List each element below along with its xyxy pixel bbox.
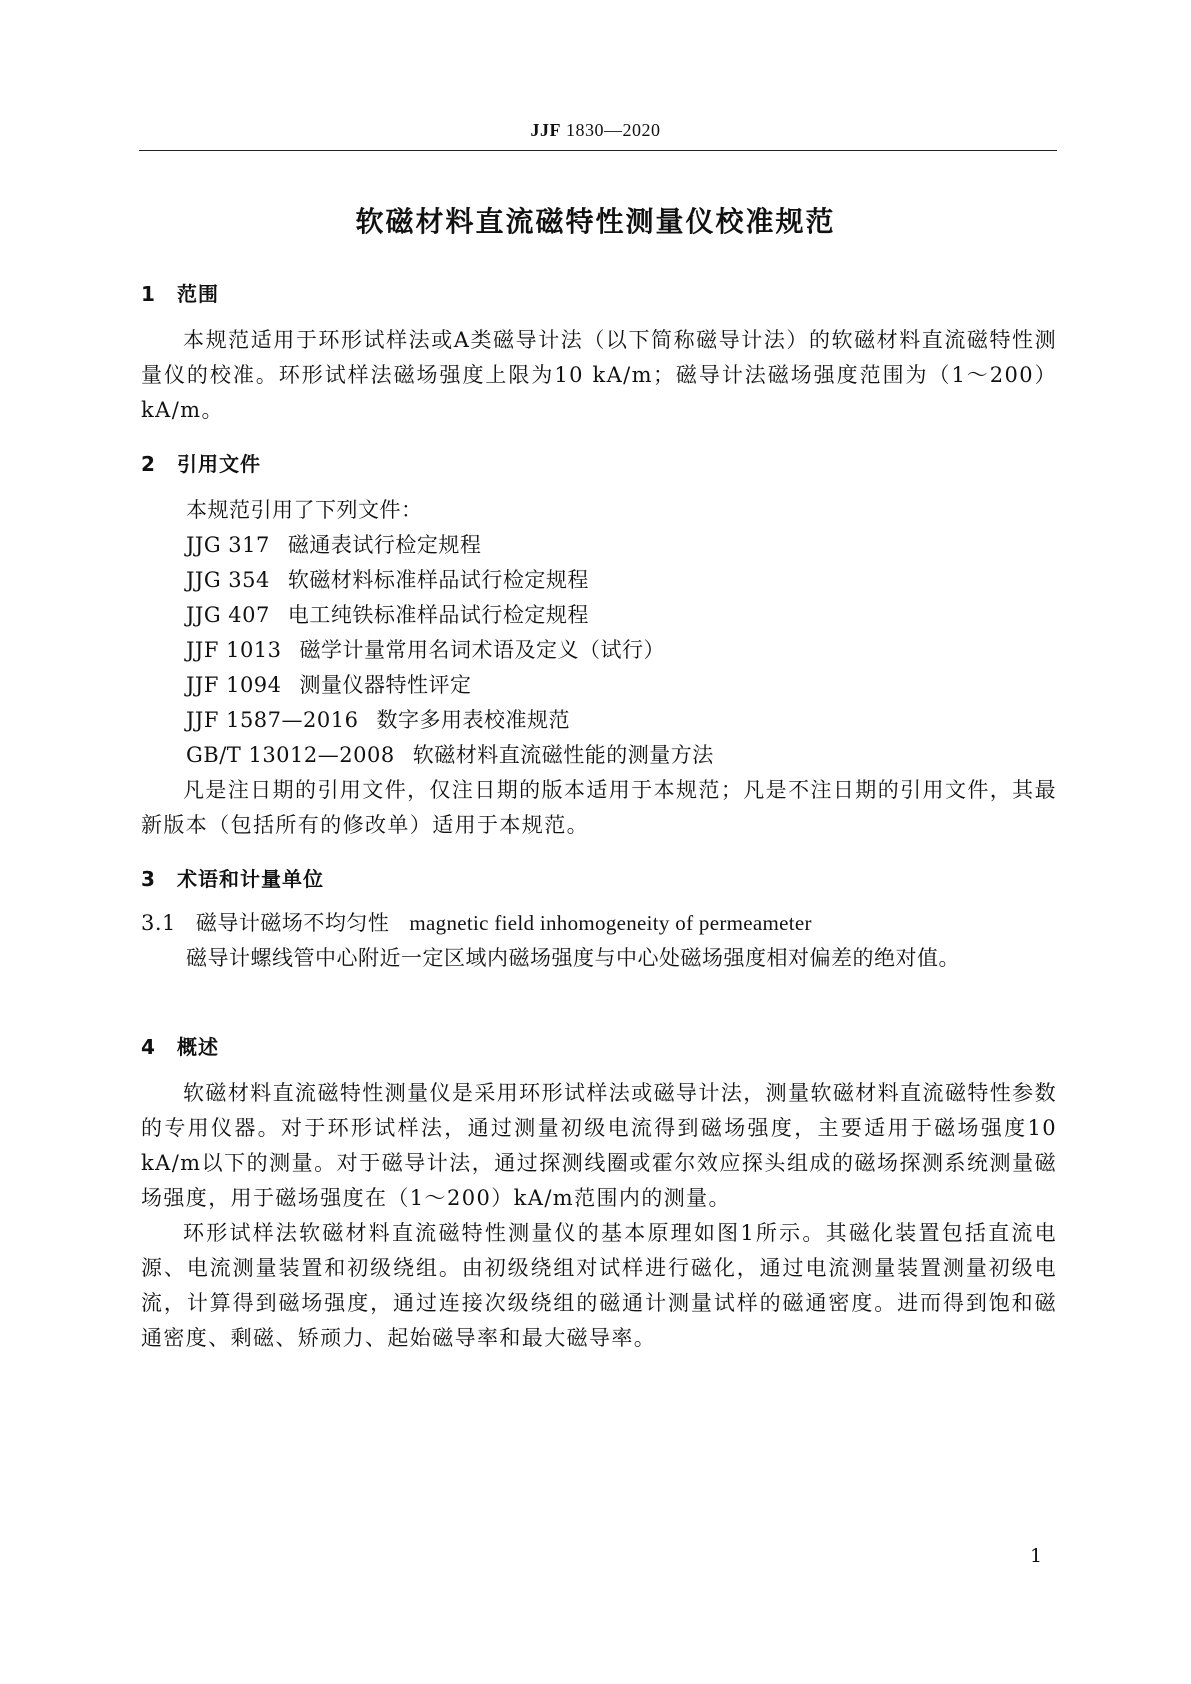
section-1-number: 1 [141,282,156,306]
reference-item [186,598,589,633]
reference-item [186,563,589,598]
header-rule [139,150,1057,151]
section-4-paragraph-1: 软磁材料直流磁特性测量仪是采用环形试样法或磁导计法，测量软磁材料直流磁特性参数的专用仪器。对于环形试样法，通过测量初级电流得到磁场强度，主要适用于磁场强度10 kA/m以下的测量。对于磁导计法，通过探测线圈或霍尔效应探头组成的磁场探测系统测量磁场强度，用于磁场强度在（1～200）kA/m范围内的测量。 [141,1081,1057,1210]
reference-item [186,703,570,738]
document-code-header [0,120,1191,141]
section-3-heading [141,863,324,892]
header-code-rest: 1830—2020 [561,120,661,140]
section-3-number: 3 [141,867,156,891]
reference-name: 电工纯铁标准样品试行检定规程 [287,603,589,627]
reference-code: JJF 1094 [186,673,282,697]
section-4-title: 概述 [177,1035,219,1059]
section-1-paragraph: 本规范适用于环形试样法或A类磁导计法（以下简称磁导计法）的软磁材料直流磁特性测量仪的校准。环形试样法磁场强度上限为10 kA/m；磁导计法磁场强度范围为（1～200）kA/m。 [141,328,1057,422]
section-4-heading [141,1031,219,1060]
term-entry [141,906,812,941]
document-title: 软磁材料直流磁特性测量仪校准规范 [355,205,836,238]
reference-code: JJG 317 [186,533,270,557]
section-4-paragraph-2: 环形试样法软磁材料直流磁特性测量仪的基本原理如图1所示。其磁化装置包括直流电源、电流测量装置和初级绕组。由初级绕组对试样进行磁化，通过电流测量装置测量初级电流，计算得到磁场强度，通过连接次级绕组的磁通计测量试样的磁通密度。进而得到饱和磁通密度、剩磁、矫顽力、起始磁导率和最大磁导率。 [141,1221,1057,1350]
reference-item [186,738,714,773]
section-2-heading [141,448,261,477]
section-2-title: 引用文件 [177,452,261,476]
section-2-number: 2 [141,452,156,476]
reference-code: JJF 1013 [186,638,282,662]
reference-item [186,633,665,668]
reference-code: JJF 1587—2016 [186,708,359,732]
term-number: 3.1 [141,911,176,935]
section-3-title: 术语和计量单位 [177,867,324,891]
section-1-heading [141,278,219,307]
reference-name: 磁通表试行检定规程 [287,533,482,557]
reference-name: 数字多用表校准规范 [376,708,570,732]
section-1-title: 范围 [177,282,219,306]
header-code-bold: JJF [530,120,561,140]
reference-name: 测量仪器特性评定 [299,673,472,697]
page-number: 1 [1030,1545,1043,1567]
reference-item [186,528,481,563]
term-definition: 磁导计螺线管中心附近一定区域内磁场强度与中心处磁场强度相对偏差的绝对值。 [186,946,960,970]
references-intro: 本规范引用了下列文件： [186,498,423,522]
references-note: 凡是注日期的引用文件，仅注日期的版本适用于本规范；凡是不注日期的引用文件，其最新版本（包括所有的修改单）适用于本规范。 [141,778,1057,837]
reference-code: GB/T 13012—2008 [186,743,395,767]
reference-item [186,668,472,703]
term-english: magnetic field inhomogeneity of permeameter [409,911,812,935]
reference-name: 磁学计量常用名词术语及定义（试行） [299,638,666,662]
section-4-number: 4 [141,1035,156,1059]
reference-code: JJG 354 [186,568,270,592]
reference-name: 软磁材料直流磁性能的测量方法 [412,743,714,767]
term-chinese: 磁导计磁场不均匀性 [195,911,390,935]
reference-name: 软磁材料标准样品试行检定规程 [287,568,589,592]
reference-code: JJG 407 [186,603,270,627]
